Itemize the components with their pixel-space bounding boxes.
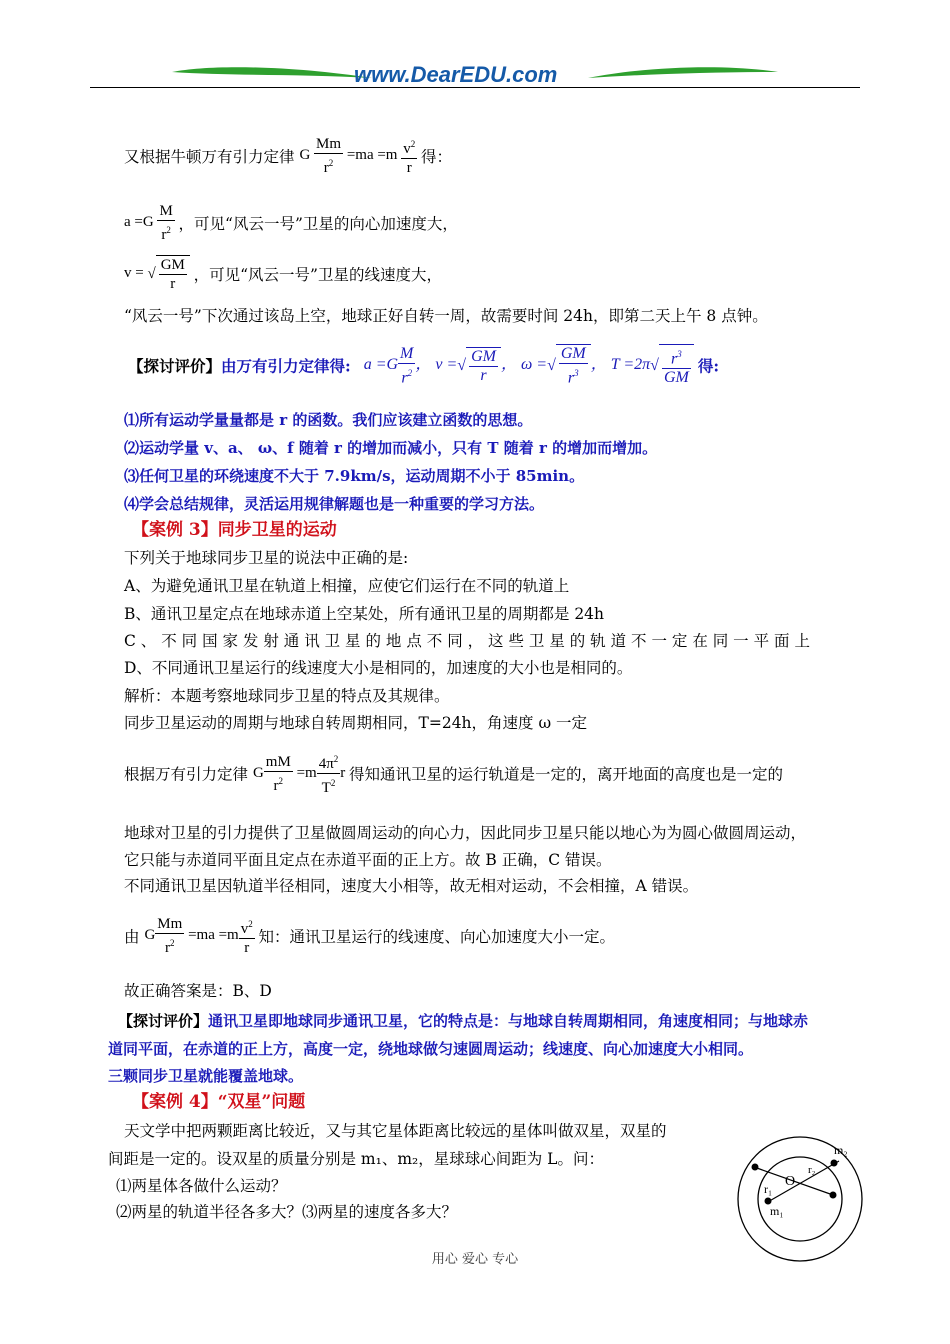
star-left — [752, 1164, 759, 1171]
header-swoosh-left — [172, 64, 372, 88]
discuss2-line-3: 三颗同步卫星就能覆盖地球。 — [108, 1067, 304, 1085]
case4-line-2: 间距是一定的。设双星的质量分别是 m₁、m₂，星球球心间距为 L。问： — [108, 1150, 604, 1168]
case3-title: 【案例 3】同步卫星的运动 — [132, 520, 337, 540]
page-header — [90, 60, 860, 92]
label-r2: r₂ — [808, 1164, 816, 1176]
fraction-Mm-r2: $\frac{Mm}{r^2}$ — [316, 136, 342, 176]
acceleration-line: a =G $\frac{M}{r^2}$ ，可见“风云一号”卫星的向心加速度大， — [124, 203, 458, 243]
next-pass-text: “风云一号”下次通过该岛上空，地球正好自转一周，故需要时间 24h，即第二天上午 8 点钟。 — [124, 307, 768, 325]
discuss1-point-3: ⑶任何卫星的环绕速度不大于 7.9km/s，运动周期不小于 85min。 — [124, 467, 585, 485]
star-right — [830, 1192, 837, 1199]
header-swoosh-right — [588, 64, 778, 88]
case4-line-1: 天文学中把两颗距离比较近，又与其它星体距离比较远的星体叫做双星，双星的 — [124, 1122, 667, 1140]
case3-gravity-1: 地球对卫星的引力提供了卫星做圆周运动的向心力，因此同步卫星只能以地心为为圆心做圆周运动， — [124, 824, 807, 842]
case3-by-line: 由 G $\frac{Mm}{r^2}$ =ma =m $\frac{v^2}{r}$ 知：通讯卫星运行的线速度、向心加速度大小一定。 — [124, 916, 615, 956]
case4-question-1: ⑴两星体各做什么运动？ — [116, 1177, 287, 1195]
label-m1: m₁ — [770, 1204, 784, 1218]
case3-option-c: C 、 不 同 国 家 发 射 通 讯 卫 星 的 地 点 不 同 ， 这 些 卫 星 的 轨 道 不 一 定 在 同 一 平 面 上 — [124, 632, 810, 650]
case3-analysis: 解析：本题考察地球同步卫星的特点及其规律。 — [124, 687, 450, 705]
site-logo: www.DearEDU.com — [354, 62, 558, 87]
case3-law-line: 根据万有引力定律 G $\frac{mM}{r^2}$ =m $\frac{4\pi^2}{T^2}$ r 得知通讯卫星的运行轨道是一定的，离开地面的高度也是一定的 — [124, 750, 783, 797]
newton-law-line: 又根据牛顿万有引力定律 G $\frac{Mm}{r^2}$ =ma =m $\frac{v^2}{r}$ 得： — [124, 136, 452, 176]
case3-period: 同步卫星运动的周期与地球自转周期相同，T=24h，角速度 ω 一定 — [124, 714, 588, 732]
fraction-M-r2: $\frac{M}{r^2}$ — [159, 203, 173, 243]
discuss1-point-1: ⑴所有运动学量量都是 r 的函数。我们应该建立函数的思想。 — [124, 411, 533, 429]
discuss2-line-2: 道同平面，在赤道的正上方，高度一定，绕地球做匀速圆周运动；线速度、向心加速度大小相同。 — [108, 1040, 754, 1058]
case4-question-2: ⑵两星的轨道半径各多大？⑶两星的速度各多大？ — [116, 1203, 458, 1221]
case3-orbit: 不同通讯卫星因轨道半径相同，速度大小相等，故无相对运动，不会相撞，A 错误。 — [124, 877, 699, 895]
sqrt-GM-r: √ $\frac{GM}{r}$ — [147, 255, 189, 293]
discuss2-line-1: 【探讨评价】通讯卫星即地球同步通讯卫星，它的特点是：与地球自转周期相同，角速度相同；与地球赤 — [118, 1012, 809, 1030]
star-m2 — [831, 1160, 838, 1167]
label-O: O — [785, 1174, 796, 1189]
case4-title: 【案例 4】“双星”问题 — [132, 1092, 306, 1112]
discuss1-point-4: ⑷学会总结规律，灵活运用规律解题也是一种重要的学习方法。 — [124, 495, 545, 513]
case3-gravity-2: 它只能与赤道同平面且定点在赤道平面的正上方。故 B 正确，C 错误。 — [124, 851, 612, 869]
discuss1-line: 【探讨评价】由万有引力定律得: a =G $\frac{M}{r^2}$ ， v =√ $\frac{GM}{r}$ ， ω =√ $\frac{GM}{r^3}$ ， T =2π√ $\frac{r^3}{GM}$ 得: — [128, 344, 720, 387]
case3-option-a: A、为避免通讯卫星在轨道上相撞，应使它们运行在不同的轨道上 — [124, 577, 570, 595]
label-r1: r₁ — [764, 1182, 773, 1196]
fraction-v2-r: $\frac{v^2}{r}$ — [401, 135, 417, 177]
velocity-line: v = √ $\frac{GM}{r}$ ，可见“风云一号”卫星的线速度大， — [124, 257, 442, 292]
binary-star-diagram — [736, 1135, 866, 1265]
case3-question: 下列关于地球同步卫星的说法中正确的是: — [124, 549, 409, 567]
case3-answer: 故正确答案是：B、D — [124, 982, 272, 1000]
label-m2: m₂ — [834, 1143, 848, 1157]
orbit-line — [766, 1161, 839, 1203]
case3-option-d: D、不同通讯卫星运行的线速度大小是相同的，加速度的大小也是相同的。 — [124, 659, 633, 677]
discuss1-point-2: ⑵运动学量 v、a、 ω、f 随着 r 的增加而减小，只有 T 随着 r 的增加而增加。 — [124, 439, 658, 457]
header-rule — [90, 87, 860, 88]
case3-option-b: B、通讯卫星定点在地球赤道上空某处，所有通讯卫星的周期都是 24h — [124, 605, 605, 623]
page-footer: 用心 爱心 专心 — [431, 1252, 519, 1267]
